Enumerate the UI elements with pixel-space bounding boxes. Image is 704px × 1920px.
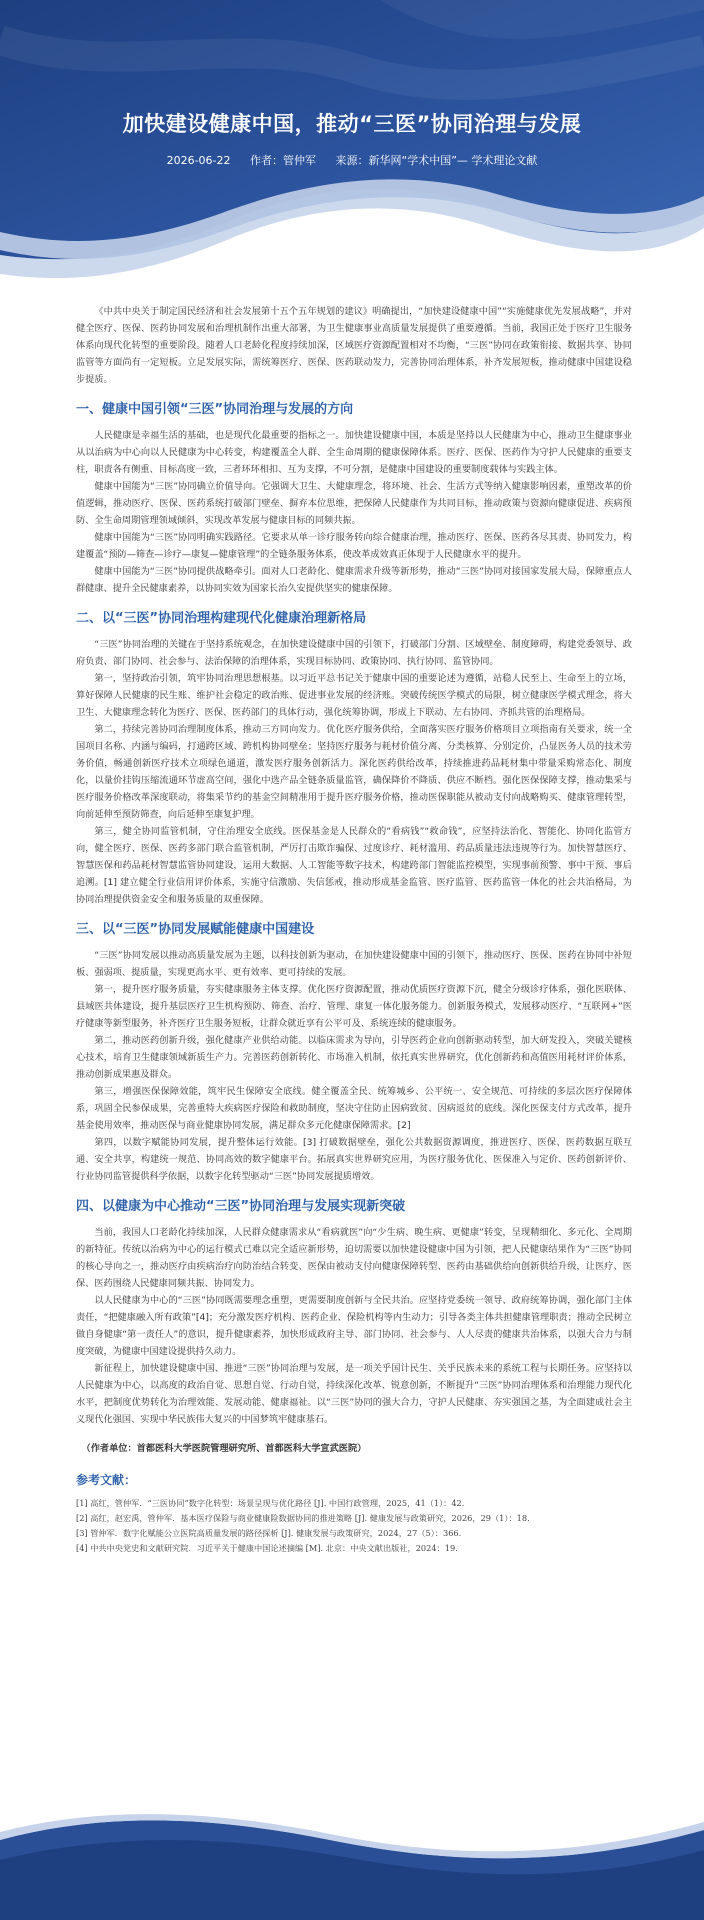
body-paragraph: 第二，推动医药创新升级，强化健康产业供给动能。以临床需求为导向，引导医药企业向创新驱动转型，加大研发投入，突破关键核心技术，培育卫生健康领域新质生产力。完善医药创新转化、市场准入机制，依托真实世界研究，优化创新药和高值医用耗材评价体系，推动创新成果惠及群众。 bbox=[76, 1035, 632, 1080]
author-affiliation: （作者单位：首都医科大学医院管理研究所、首都医科大学宣武医院） bbox=[81, 1443, 367, 1454]
body-paragraph: 第一，提升医疗服务质量，夯实健康服务主体支撑。优化医疗资源配置，推动优质医疗资源下沉，健全分级诊疗体系，强化医联体、县域医共体建设，提升基层医疗卫生机构预防、筛查、治疗、管理、康复一体化服务能力。创新服务模式，发展移动医疗、“互联网+”医疗健康等新型服务，补齐医疗卫生服务短板，让群众就近享有公平可及、系统连续的健康服务。 bbox=[76, 984, 632, 1029]
section-1 bbox=[76, 398, 632, 597]
body-paragraph: 人民健康是幸福生活的基础，也是现代化最重要的指标之一。加快建设健康中国，本质是坚持以人民健康为中心，推动卫生健康事业从以治病为中心向以人民健康为中心转变，构建覆盖全人群、全生命周期的健康保障体系。医疗、医保、医药作为守护人民健康的重要支柱，职责各有侧重、目标高度一致，三者环环相扣、互为支撑，不可分割，是健康中国建设的重要制度载体与实践主体。 bbox=[76, 430, 632, 475]
article-meta bbox=[0, 152, 704, 168]
body-paragraph: 以人民健康为中心的“三医”协同既需要理念重塑，更需要制度创新与全民共治。应坚持党委统一领导、政府统筹协调，强化部门主体责任，“把健康融入所有政策”[4]；充分激发医疗机构、医药企业、保险机构等内生动力；引导各类主体共担健康管理职责；推动全民树立做自身健康“第一责任人”的意识，提升健康素养，加快形成政府主导、部门协同、社会参与、人人尽责的健康共治体系，以强大合力与制度突破，为健康中国建设提供持久动力。 bbox=[76, 1295, 632, 1357]
reference-item: [4] 中共中央党史和文献研究院．习近平关于健康中国论述摘编 [M]. 北京：中央文献出版社，2024：19. bbox=[76, 1543, 458, 1553]
reference-item: [1] 高红，管仲军．“三医协同”数字化转型：场景呈现与优化路径 [J]. 中国行政管理，2025，41（1）：42. bbox=[76, 1498, 465, 1508]
intro-paragraph: 《中共中央关于制定国民经济和社会发展第十五个五年规划的建议》明确提出，“加快建设健康中国”“实施健康优先发展战略”，并对健全医疗、医保、医药协同发展和治理机制作出重大部署，为卫生健康事业高质量发展提供了重要遵循。当前，我国正处于医疗卫生服务体系向现代化转型的重要阶段。随着人口老龄化程度持续加深，区域医疗资源配置相对不均衡，“三医”协同在政策衔接、数据共享、协同监管等方面尚有一定短板。立足发展实际，需统筹医疗、医保、医药联动发力，完善协同治理体系，补齐发展短板，推动健康中国建设稳步提质。 bbox=[76, 306, 632, 385]
body-paragraph: 第四，以数字赋能协同发展，提升整体运行效能。[3] 打破数据壁垒，强化公共数据资源调度，推进医疗、医保、医药数据互联互通、安全共享，构建统一规范、协同高效的数字健康平台。拓展真实世界研究应用，为医疗服务优化、医保准入与定价、医药创新评价、行业协同监管提供科学依据，以数字化转型驱动“三医”协同发展提质增效。 bbox=[76, 1137, 632, 1182]
author-byline: 作者：管仲军 bbox=[250, 154, 317, 167]
section-2 bbox=[76, 607, 632, 908]
body-paragraph: 健康中国能为“三医”协同明确实践路径。它要求从单一诊疗服务转向综合健康治理，推动医疗、医保、医药各尽其责、协同发力，构建覆盖“预防—筛查—诊疗—康复—健康管理”的全链条服务体系，使改革成效真正体现于人民健康水平的提升。 bbox=[76, 532, 632, 560]
source-line: 来源：新华网“学术中国”— 学术理论文献 bbox=[335, 154, 538, 167]
section-heading: 一、健康中国引领“三医”协同治理与发展的方向 bbox=[76, 402, 354, 417]
publish-date: 2026-06-22 bbox=[166, 154, 231, 167]
body-paragraph: 当前，我国人口老龄化持续加深，人民群众健康需求从“看病就医”向“少生病、晚生病、更健康”转变，呈现精细化、多元化、全周期的新特征。传统以治病为中心的运行模式已难以完全适应新形势，迫切需要以加快建设健康中国为引领，把人民健康结果作为“三医”协同的核心导向之一，推动医疗由疾病治疗向防治结合转变、医保由被动支付向健康保障转型、医药由基础供给向创新供给升级，让医疗、医保、医药围绕人民健康同频共振、协同发力。 bbox=[76, 1227, 632, 1289]
body-paragraph: “三医”协同发展以推动高质量发展为主题，以科技创新为驱动，在加快建设健康中国的引领下，推动医疗、医保、医药在协同中补短板、强弱项、提质量，实现更高水平、更有效率、更可持续的发展。 bbox=[76, 950, 632, 978]
body-paragraph: 健康中国能为“三医”协同提供战略牵引。面对人口老龄化、健康需求升级等新形势，推动“三医”协同对接国家发展大局，保障重点人群健康、提升全民健康素养，以协同实效为国家长治久安提供坚实的健康保障。 bbox=[76, 566, 632, 594]
body-paragraph: “三医”协同治理的关键在于坚持系统观念，在加快建设健康中国的引领下，打破部门分割、区域壁垒、制度障碍，构建党委领导、政府负责、部门协同、社会参与、法治保障的治理体系，实现目标协同、政策协同、执行协同、监管协同。 bbox=[76, 639, 632, 667]
references-list bbox=[76, 1496, 632, 1556]
article-body bbox=[76, 303, 632, 1556]
body-paragraph: 第三，健全协同监管机制，守住治理安全底线。医保基金是人民群众的“看病钱”“救命钱”，应坚持法治化、智能化、协同化监管方向，健全医疗、医保、医药多部门联合监管机制，严厉打击欺诈骗保、过度诊疗、耗材滥用、药品质量违法违规等行为。加快智慧医疗、智慧医保和药品耗材智慧监管协同建设，运用大数据、人工智能等数字技术，构建跨部门智能监控模型，实现事前预警、事中干预、事后追溯。[1] 建立健全行业信用评价体系，实施守信激励、失信惩戒，推动形成基金监管、医疗监管、医药监管一体化的社会共治格局，为协同治理提供资金安全和服务质量的双重保障。 bbox=[76, 826, 632, 905]
section-3 bbox=[76, 918, 632, 1185]
body-paragraph: 第二，持续完善协同治理制度体系，推动三方同向发力。优化医疗服务供给，全面落实医疗服务价格项目立项指南有关要求，统一全国项目名称、内涵与编码，打通跨区域、跨机构协同壁垒；坚持医疗服务与耗材价值分离、分类核算、分别定价，凸显医务人员的技术劳务价值，畅通创新医疗技术立项绿色通道，激发医疗服务创新活力。深化医药供给改革，持续推进药品耗材集中带量采购常态化、制度化，以量价挂钩压缩流通环节虚高空间，强化中选产品全链条质量监管，确保降价不降质、供应不断档。强化医保保障支撑，推动集采与医疗服务价格改革深度联动，将集采节约的基金空间精准用于提升医疗服务价格，推动医保职能从被动支付向战略购买、健康管理转型，向前延伸至预防筛查，向后延伸至康复护理。 bbox=[76, 724, 632, 820]
article-title: 加快建设健康中国，推动“三医”协同治理与发展 bbox=[122, 112, 582, 136]
article-header bbox=[0, 0, 704, 200]
footer-wave-banner bbox=[0, 1800, 704, 1920]
reference-item: [2] 高红，赵宏禹，管仲军．基本医疗保险与商业健康险数据协同的推进策略 [J]. 健康发展与政策研究，2026，29（1）：18. bbox=[76, 1513, 530, 1523]
section-heading: 四、以健康为中心推动“三医”协同治理与发展实现新突破 bbox=[76, 1199, 406, 1214]
section-heading: 二、以“三医”协同治理构建现代化健康治理新格局 bbox=[76, 611, 367, 626]
body-paragraph: 第一，坚持政治引领，筑牢协同治理思想根基。以习近平总书记关于健康中国的重要论述为遵循，站稳人民至上、生命至上的立场，算好保障人民健康的民生账、维护社会稳定的政治账、促进事业发展的经济账。突破传统医学模式的局限，树立健康医学模式理念，将大卫生、大健康理念转化为医疗、医保、医药部门的具体行动，强化统筹协调，形成上下联动、左右协同、齐抓共管的治理格局。 bbox=[76, 673, 632, 718]
section-4 bbox=[76, 1195, 632, 1428]
body-paragraph: 健康中国能为“三医”协同确立价值导向。它强调大卫生、大健康理念，将环境、社会、生活方式等纳入健康影响因素，重塑改革的价值逻辑，推动医疗、医保、医药系统打破部门壁垒、摒弃本位思维，把保障人民健康作为共同目标，推动政策与资源向健康促进、疾病预防、全生命周期管理领域倾斜，实现改革发展与健康目标的同频共振。 bbox=[76, 481, 632, 526]
section-heading: 三、以“三医”协同发展赋能健康中国建设 bbox=[76, 922, 315, 937]
references-heading: 参考文献： bbox=[76, 1473, 137, 1487]
body-paragraph: 新征程上，加快建设健康中国、推进“三医”协同治理与发展，是一项关乎国计民生、关乎民族未来的系统工程与长期任务。应坚持以人民健康为中心，以高度的政治自觉、思想自觉、行动自觉，持续深化改革、锐意创新，不断提升“三医”协同治理体系和治理能力现代化水平，把制度优势转化为治理效能、发展动能、健康福祉。以“三医”协同的强大合力，守护人民健康、夯实强国之基，为全面建成社会主义现代化强国、实现中华民族伟大复兴的中国梦筑牢健康基石。 bbox=[76, 1363, 632, 1425]
reference-item: [3] 管仲军．数字化赋能公立医院高质量发展的路径探析 [J]. 健康发展与政策研究，2024，27（5）：366. bbox=[76, 1528, 462, 1538]
body-paragraph: 第三，增强医保保障效能，筑牢民生保障安全底线。健全覆盖全民、统筹城乡、公平统一、安全规范、可持续的多层次医疗保障体系，巩固全民参保成果，完善重特大疾病医疗保险和救助制度，坚决守住防止因病致贫、因病返贫的底线。深化医保支付方式改革，提升基金使用效率，推动医保与商业健康协同发展，满足群众多元化健康保障需求。[2] bbox=[76, 1086, 632, 1131]
